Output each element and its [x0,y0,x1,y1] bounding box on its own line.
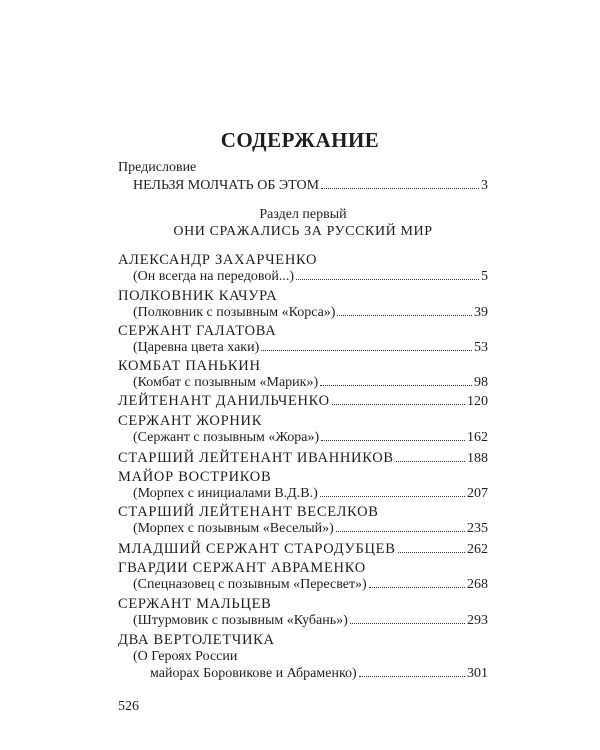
toc-entry[interactable] [133,269,488,287]
entry-page: 207 [467,486,488,501]
entry-page: 5 [481,269,488,284]
page-number: 526 [118,699,139,714]
entry-subtitle: (Царевна цвета хаки) [133,340,260,355]
entry-page: 39 [474,305,488,320]
entry-page: 162 [467,430,488,445]
entry-title: МЛАДШИЙ СЕРЖАНТ СТАРОДУБЦЕВ [118,541,396,557]
entry-subtitle-continued: майорах Боровикове и Абраменко) [150,666,357,681]
toc-entry[interactable] [133,613,488,631]
entry-page: 235 [467,521,488,536]
entry-heading: ГВАРДИИ СЕРЖАНТ АВРАМЕНКО [118,560,366,576]
toc-entry[interactable] [133,340,488,358]
entry-heading: АЛЕКСАНДР ЗАХАРЧЕНКО [118,252,318,268]
page-title: СОДЕРЖАНИЕ [220,128,380,152]
entry-subtitle: (Комбат с позывным «Марик») [133,375,319,390]
toc-entry[interactable] [118,450,488,468]
entry-page: 262 [467,542,488,557]
entry-title: СТАРШИЙ ЛЕЙТЕНАНТ ИВАННИКОВ [118,450,394,466]
entry-subtitle: (Он всегда на передовой...) [133,269,295,284]
entry-subtitle: (Полковник с позывным «Корса») [133,305,336,320]
dot-leader [320,385,472,386]
dot-leader [336,531,465,532]
toc-entry[interactable] [150,666,488,684]
entry-heading: СЕРЖАНТ МАЛЬЦЕВ [118,596,272,612]
entry-page: 301 [467,666,488,681]
entry-heading: СЕРЖАНТ ЖОРНИК [118,413,263,429]
dot-leader [296,279,479,280]
toc-entry[interactable] [133,375,488,393]
dot-leader [359,676,465,677]
dot-leader [321,440,465,441]
toc-entry[interactable] [118,541,488,559]
toc-entry[interactable] [133,486,488,504]
entry-title: НЕЛЬЗЯ МОЛЧАТЬ ОБ ЭТОМ [133,178,320,193]
entry-page: 98 [474,375,488,390]
entry-heading: МАЙОР ВОСТРИКОВ [118,469,272,485]
dot-leader [369,587,465,588]
entry-subtitle: (О Героях России [133,649,238,664]
entry-page: 268 [467,577,488,592]
dot-leader [350,623,465,624]
dot-leader [261,350,472,351]
entry-page: 3 [481,178,488,193]
toc-entry-preface[interactable] [133,178,488,196]
toc-entry[interactable] [133,305,488,323]
dot-leader [396,461,465,462]
entry-heading: СТАРШИЙ ЛЕЙТЕНАНТ ВЕСЕЛКОВ [118,504,379,520]
toc-entry[interactable] [133,577,488,595]
entry-page: 120 [467,394,488,409]
section-label: Раздел первый [259,207,347,222]
entry-page: 188 [467,451,488,466]
entry-subtitle: (Морпех с позывным «Веселый») [133,521,334,536]
entry-heading: СЕРЖАНТ ГАЛАТОВА [118,323,277,339]
entry-heading: КОМБАТ ПАНЬКИН [118,358,261,374]
dot-leader [398,552,465,553]
entry-page: 53 [474,340,488,355]
toc-entry[interactable] [118,393,488,411]
entry-page: 293 [467,613,488,628]
entry-subtitle: (Морпех с инициалами В.Д.В.) [133,486,318,501]
entry-heading: ПОЛКОВНИК КАЧУРА [118,288,278,304]
entry-subtitle: (Штурмовик с позывным «Кубань») [133,613,348,628]
dot-leader [321,188,479,189]
entry-subtitle: (Сержант с позывным «Жора») [133,430,320,445]
toc-entry[interactable] [133,521,488,539]
preface-label: Предисловие [118,160,197,175]
toc-entry[interactable] [133,430,488,448]
entry-subtitle: (Спецназовец с позывным «Пересвет») [133,577,367,592]
dot-leader [332,404,465,405]
entry-title: ЛЕЙТЕНАНТ ДАНИЛЬЧЕНКО [118,393,330,409]
section-title: ОНИ СРАЖАЛИСЬ ЗА РУССКИЙ МИР [173,224,433,239]
dot-leader [320,496,465,497]
dot-leader [337,315,472,316]
entry-heading: ДВА ВЕРТОЛЕТЧИКА [118,632,275,648]
